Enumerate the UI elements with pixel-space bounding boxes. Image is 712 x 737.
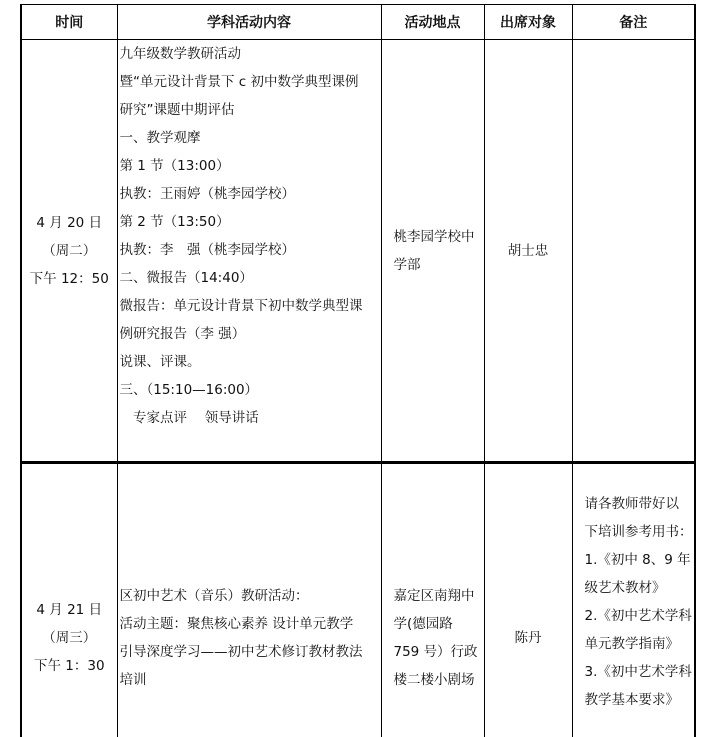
- note-cell: [572, 463, 695, 737]
- attendee-cell: 胡士忠: [484, 40, 572, 463]
- content-cell: [117, 463, 381, 737]
- content-line: 培训: [119, 672, 147, 688]
- table-row: [21, 40, 695, 463]
- place-cell: 桃李园学校中学部: [381, 40, 484, 463]
- attendee-cell: 陈丹: [484, 463, 572, 737]
- date-text: 4 月 20 日: [36, 214, 103, 231]
- note-line: 单元教学指南》: [584, 636, 679, 652]
- content-cell: [117, 40, 381, 463]
- note-line: 下培训参考用书：: [584, 524, 693, 540]
- content-line: 二、微报告（14:40）: [119, 270, 253, 286]
- header-time: 时间: [21, 5, 117, 40]
- header-place: 活动地点: [381, 5, 484, 40]
- content-line: 引导深度学习——初中艺术修订教材教法: [119, 644, 363, 660]
- content-line: 研究”课题中期评估: [119, 102, 235, 118]
- time-cell: [21, 40, 117, 463]
- note-line: 教学基本要求》: [584, 692, 679, 708]
- content-line: 微报告：单元设计背景下初中数学典型课: [119, 298, 363, 314]
- content-line: 第 1 节（13:00）: [119, 158, 230, 174]
- table-header-row: [21, 5, 695, 40]
- content-line: 暨“单元设计背景下 c 初中数学典型课例: [119, 74, 359, 90]
- weekday-text: （周三）: [42, 630, 97, 646]
- content-line: 说课、评课。: [119, 354, 201, 370]
- content-line: 九年级数学教研活动: [119, 46, 241, 62]
- note-line: 2.《初中艺术学科: [584, 608, 692, 624]
- time-cell: [21, 463, 117, 737]
- clock-text: 下午 12：50: [29, 270, 109, 287]
- header-content: 学科活动内容: [117, 5, 381, 40]
- header-note: 备注: [572, 5, 695, 40]
- note-line: 级艺术教材》: [584, 580, 666, 596]
- clock-text: 下午 1：30: [33, 658, 105, 674]
- content-line: 例研究报告（李 强）: [119, 326, 246, 342]
- content-line: 第 2 节（13:50）: [119, 214, 230, 230]
- content-line: 专家点评 领导讲话: [119, 410, 259, 426]
- content-line: 执教：李 强（桃李园学校）: [119, 242, 295, 258]
- note-line: 1.《初中 8、9 年: [584, 552, 691, 568]
- content-line: 一、教学观摩: [119, 130, 201, 146]
- content-line: 区初中艺术（音乐）教研活动：: [119, 588, 309, 604]
- weekday-text: （周二）: [42, 242, 97, 259]
- place-cell: 嘉定区南翔中学(德园路 759 号）行政楼二楼小剧场: [381, 463, 484, 737]
- note-line: 请各教师带好以: [584, 496, 679, 512]
- content-line: 执教：王雨婷（桃李园学校）: [119, 186, 295, 202]
- table-row: [21, 463, 695, 737]
- activity-schedule-table: [20, 4, 696, 737]
- date-text: 4 月 21 日: [36, 602, 103, 618]
- note-line: 3.《初中艺术学科: [584, 664, 692, 680]
- content-line: 三、（15:10—16:00）: [119, 382, 259, 398]
- header-attendee: 出席对象: [484, 5, 572, 40]
- content-line: 活动主题：聚焦核心素养 设计单元教学: [119, 616, 354, 632]
- note-cell: [572, 40, 695, 463]
